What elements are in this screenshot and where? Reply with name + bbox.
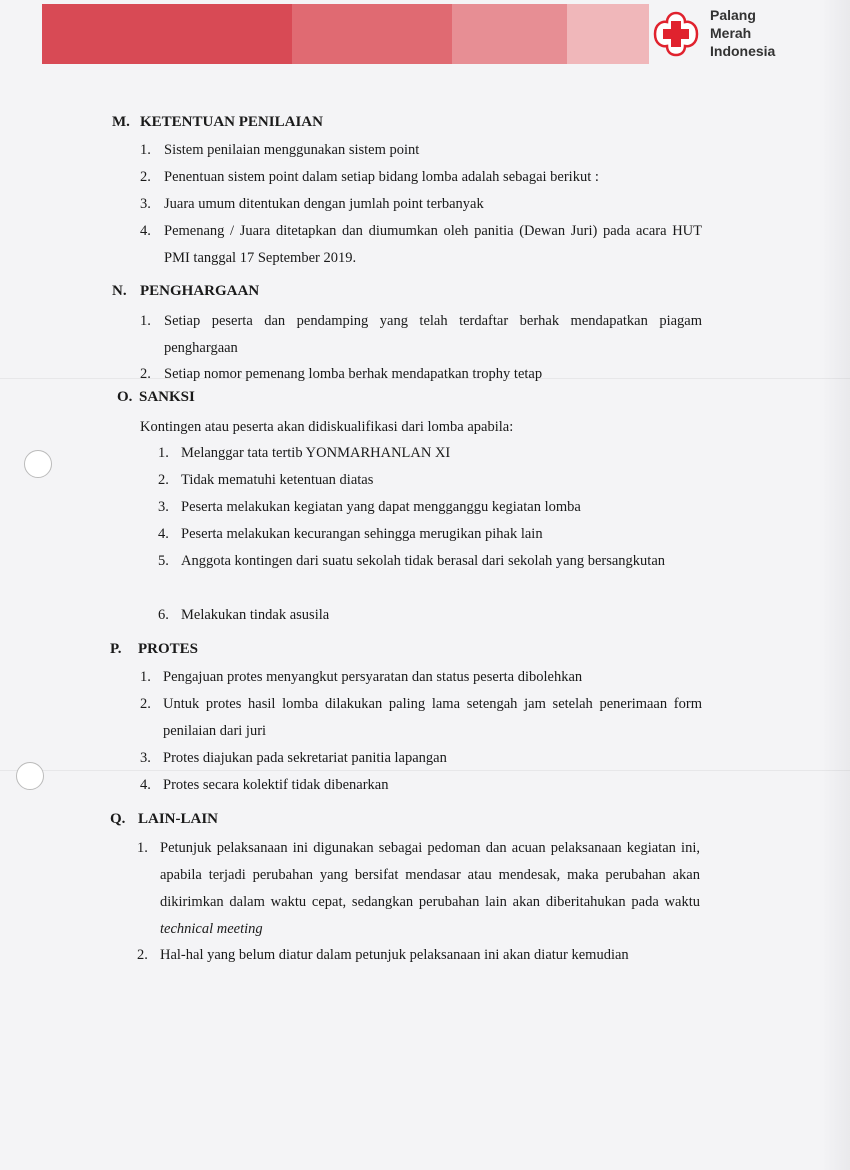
item-number: 2. xyxy=(137,947,148,963)
item-number: 2. xyxy=(140,169,151,185)
item-text: Hal-hal yang belum diatur dalam petunjuk pelaksanaan ini akan diatur kemudian xyxy=(160,947,629,963)
section-title: LAIN-LAIN xyxy=(138,811,219,827)
logo-line: Merah xyxy=(710,25,752,41)
item-number: 2. xyxy=(158,472,169,488)
item-text: Melanggar tata tertib YONMARHANLAN XI xyxy=(181,445,451,461)
item-text: Protes secara kolektif tidak dibenarkan xyxy=(163,777,389,793)
item-text: Anggota kontingen dari suatu sekolah tidak berasal dari sekolah yang bersangkutan xyxy=(181,553,666,569)
section-letter: N. xyxy=(112,283,127,299)
punch-hole xyxy=(16,762,44,790)
item-text: Protes diajukan pada sekretariat panitia lapangan xyxy=(163,750,447,766)
section-title: PENGHARGAAN xyxy=(140,283,260,299)
header-band-segment xyxy=(42,4,292,64)
section-heading-o xyxy=(117,389,195,406)
item-number: 1. xyxy=(140,669,151,685)
header-band-segment xyxy=(292,4,452,64)
header-band-segment xyxy=(452,4,567,64)
item-number: 6. xyxy=(158,607,169,623)
item-number: 3. xyxy=(140,750,151,766)
item-number: 1. xyxy=(140,313,151,329)
section-heading-p xyxy=(110,641,198,658)
item-text: Setiap peserta dan pendamping yang telah terdaftar berhak mendapatkan piagam penghargaan xyxy=(164,313,702,356)
section-intro: Kontingen atau peserta akan didiskualifikasi dari lomba apabila: xyxy=(140,419,514,435)
section-title: SANKSI xyxy=(139,389,195,405)
section-letter: O. xyxy=(117,389,133,405)
section-title: KETENTUAN PENILAIAN xyxy=(140,114,323,130)
section-heading-m xyxy=(112,114,323,131)
section-letter: P. xyxy=(110,641,122,657)
section-heading-n xyxy=(112,283,259,300)
item-text: Tidak mematuhi ketentuan diatas xyxy=(181,472,374,488)
item-text xyxy=(160,835,700,943)
item-number: 2. xyxy=(140,696,151,712)
section-title: PROTES xyxy=(138,641,199,657)
item-number: 3. xyxy=(158,499,169,515)
item-number: 1. xyxy=(140,142,151,158)
item-text: Untuk protes hasil lomba dilakukan paling lama setengah jam setelah penerimaan form penilaian dari juri xyxy=(163,696,702,739)
logo-line: Palang xyxy=(710,7,756,23)
item-text: Melakukan tindak asusila xyxy=(181,607,330,623)
red-cross-icon xyxy=(652,10,700,58)
item-text: Peserta melakukan kecurangan sehingga merugikan pihak lain xyxy=(181,526,543,542)
logo-text xyxy=(710,6,775,60)
punch-hole xyxy=(24,450,52,478)
header-band-segment xyxy=(567,4,649,64)
item-text: Peserta melakukan kegiatan yang dapat mengganggu kegiatan lomba xyxy=(181,499,581,515)
item-number: 1. xyxy=(137,840,148,856)
pmi-logo xyxy=(652,6,822,62)
item-text: Pemenang / Juara ditetapkan dan diumumkan oleh panitia (Dewan Juri) pada acara HUT PMI tanggal 17 September 2019. xyxy=(164,223,702,266)
item-number: 4. xyxy=(140,223,151,239)
item-text: Pengajuan protes menyangkut persyaratan dan status peserta dibolehkan xyxy=(163,669,583,685)
item-text: Penentuan sistem point dalam setiap bidang lomba adalah sebagai berikut : xyxy=(164,169,599,185)
item-text: Setiap nomor pemenang lomba berhak mendapatkan trophy tetap xyxy=(164,366,543,382)
item-number: 2. xyxy=(140,366,151,382)
item-text: Sistem penilaian menggunakan sistem point xyxy=(164,142,420,158)
item-text: Juara umum ditentukan dengan jumlah point terbanyak xyxy=(164,196,484,212)
logo-line: Indonesia xyxy=(710,43,776,59)
item-number: 3. xyxy=(140,196,151,212)
item-text-italic: technical meeting xyxy=(160,921,263,937)
section-letter: Q. xyxy=(110,811,126,827)
page-edge-shadow xyxy=(822,0,850,1170)
item-text-main: Petunjuk pelaksanaan ini digunakan sebagai pedoman dan acuan pelaksanaan kegiatan ini, apabila terjadi perubahan yang bersifat mendasar atau mendesak, maka perubahan akan dikirimkan dalam waktu cepat, sedangkan perubahan lain akan diberitahukan pada waktu xyxy=(160,840,700,910)
item-number: 4. xyxy=(140,777,151,793)
section-letter: M. xyxy=(112,114,130,130)
item-number: 5. xyxy=(158,553,169,569)
item-number: 1. xyxy=(158,445,169,461)
section-heading-q xyxy=(110,811,218,828)
item-number: 4. xyxy=(158,526,169,542)
